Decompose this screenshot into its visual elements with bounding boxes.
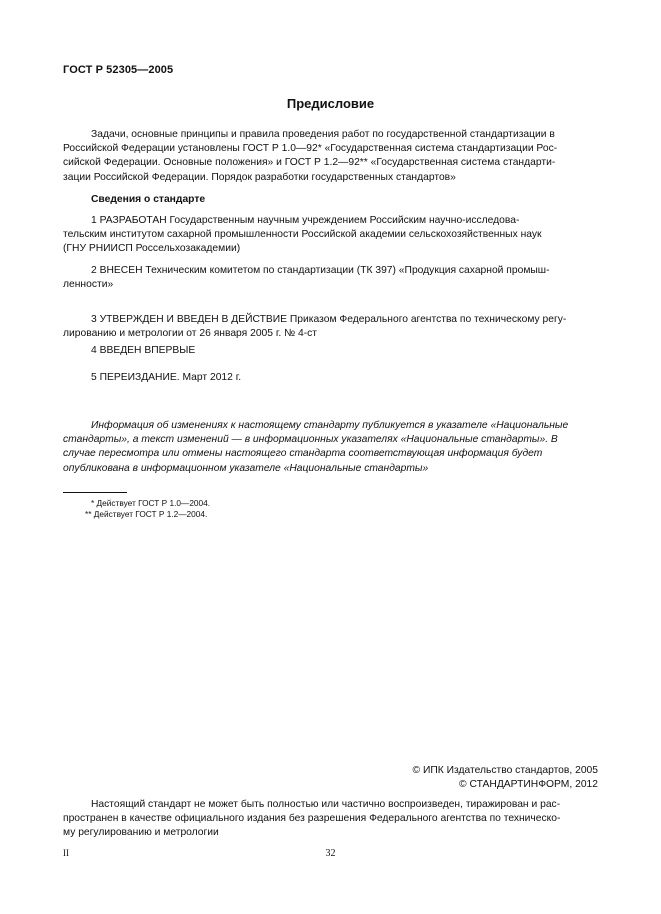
copyright-line: © ИПК Издательство стандартов, 2005	[412, 765, 598, 776]
info-line: случае пересмотра или отмены настоящего стандарта соответствующая информация будет	[63, 448, 543, 460]
page-number: 32	[325, 848, 336, 859]
page-roman-numeral: II	[63, 848, 69, 858]
footnote-2: ** Действует ГОСТ Р 1.2—2004.	[85, 509, 208, 519]
info-item-3	[63, 313, 598, 341]
info-item-1	[63, 214, 598, 257]
info-item-line: тельским институтом сахарной промышленности Российской академии сельскохозяйственных наук	[63, 229, 542, 241]
info-item-line: лированию и метрологии от 26 января 2005 г. № 4-ст	[63, 328, 318, 340]
intro-line: Задачи, основные принципы и правила проведения работ по государственной стандартизации в	[91, 129, 555, 140]
intro-line: Российской Федерации установлены ГОСТ Р 1.0—92* «Государственная система стандартизации Рос-	[63, 143, 558, 155]
info-line: стандарты», а текст изменений — в информационных указателях «Национальные стандарты». В	[63, 434, 558, 446]
document-header: ГОСТ Р 52305—2005	[63, 64, 174, 76]
info-line: опубликована в информационном указателе «Национальные стандарты»	[63, 462, 429, 474]
info-item-5	[63, 371, 598, 385]
intro-line: сийской Федерации. Основные положения» и ГОСТ Р 1.2—92** «Государственная система стандарти-	[63, 157, 556, 169]
notice-line: Настоящий стандарт не может быть полностью или частично воспроизведен, тиражирован и рас-	[91, 799, 561, 810]
info-item-line: 1 РАЗРАБОТАН Государственным научным учреждением Российским научно-исследова-	[91, 215, 520, 226]
footnote-divider	[63, 492, 127, 493]
section-title: Предисловие	[286, 96, 375, 111]
info-item-line: 4 ВВЕДЕН ВПЕРВЫЕ	[91, 345, 196, 356]
changes-info-paragraph	[63, 419, 598, 476]
info-item-line: (ГНУ РНИИСП Россельхозакадемии)	[63, 243, 241, 255]
info-item-line: 2 ВНЕСЕН Техническим комитетом по стандартизации (ТК 397) «Продукция сахарной промыш-	[91, 265, 550, 276]
reproduction-notice	[63, 798, 598, 841]
notice-line: пространен в качестве официального издания без разрешения Федерального агентства по техническо-	[63, 813, 561, 825]
standard-info-subheading: Сведения о стандарте	[91, 194, 206, 205]
info-line: Информация об изменениях к настоящему стандарту публикуется в указателе «Национальные	[91, 420, 569, 431]
info-item-line: 3 УТВЕРЖДЕН И ВВЕДЕН В ДЕЙСТВИЕ Приказом Федерального агентства по техническому регу-	[91, 314, 567, 325]
intro-paragraph	[63, 128, 598, 185]
info-item-line: 5 ПЕРЕИЗДАНИЕ. Март 2012 г.	[91, 372, 242, 383]
info-item-4	[63, 344, 598, 358]
footnote-1: * Действует ГОСТ Р 1.0—2004.	[91, 498, 211, 508]
info-item-line: ленности»	[63, 279, 114, 291]
copyright-block	[413, 764, 599, 792]
copyright-line: © СТАНДАРТИНФОРМ, 2012	[459, 779, 598, 790]
intro-line: зации Российской Федерации. Порядок разработки государственных стандартов»	[63, 171, 456, 183]
notice-line: му регулированию и метрологии	[63, 827, 219, 839]
info-item-2	[63, 264, 598, 292]
